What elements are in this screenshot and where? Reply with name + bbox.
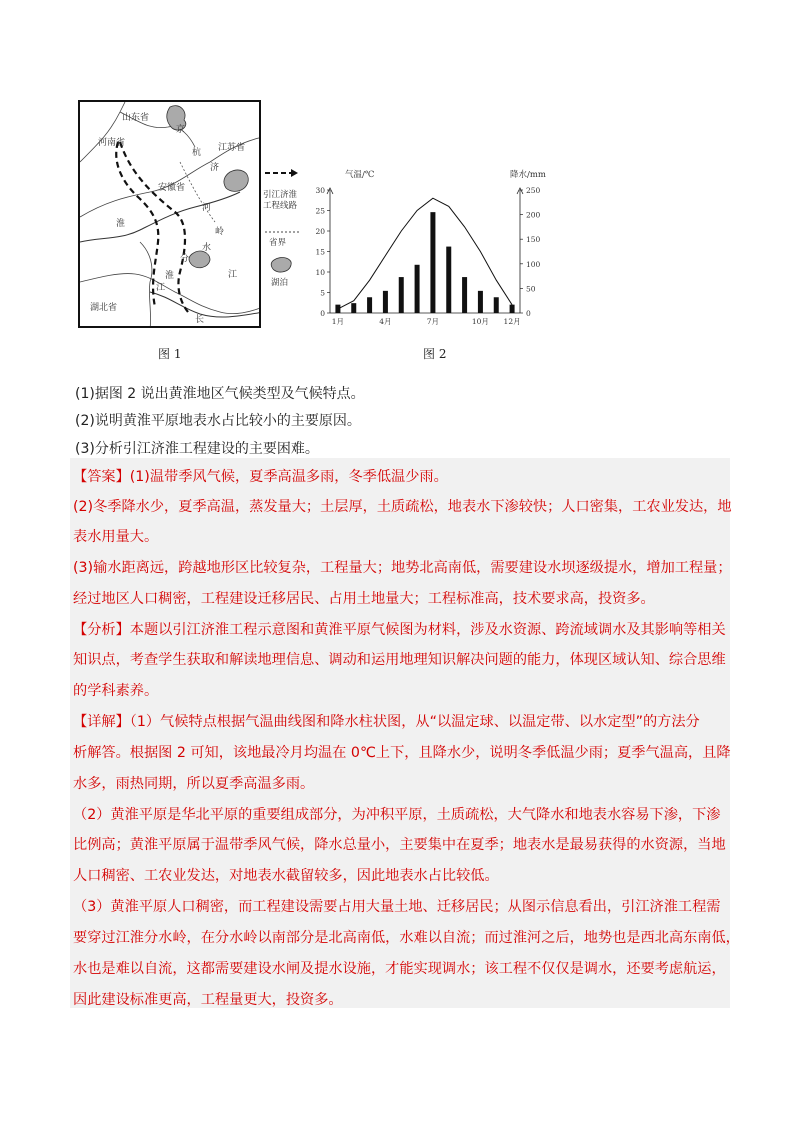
precipitation-bar	[510, 305, 515, 313]
question-2: (2)说明黄淮平原地表水占比较小的主要原因。	[75, 413, 361, 429]
map-label-jiangsu: 江苏省	[218, 143, 246, 153]
answer-line: 水也是难以自流，这都需要建设水闸及提水设施，才能实现调水；该工程不仅仅是调水，还要考虑航运，	[73, 961, 726, 977]
map-label-chang: 长	[195, 315, 205, 325]
map-label-hang: 杭	[192, 148, 202, 158]
y-tick-label-left: 5	[320, 288, 325, 298]
temperature-curve	[338, 198, 512, 309]
x-tick-label: 10月	[471, 317, 489, 326]
question-1: (1)据图 2 说出黄淮地区气候类型及气候特点。	[75, 386, 365, 402]
legend-lake-label: 湖泊	[271, 278, 289, 288]
y-tick-label-left: 30	[315, 186, 325, 195]
y-tick-label-right: 200	[526, 210, 541, 220]
answer-line: (2)冬季降水少，夏季高温，蒸发量大；土层厚，土质疏松，地表水下渗较快；人口密集，工农业发达，地	[73, 499, 732, 515]
map-label-henan: 河南省	[98, 138, 126, 148]
precipitation-bar	[399, 277, 404, 313]
map-label-fen: 分	[180, 254, 190, 264]
y-tick-label-right: 150	[526, 235, 541, 245]
answer-line: 析解答。根据图 2 可知，该地最冷月均温在 0℃上下，且降水少，说明冬季低温少雨；夏季气温高，且降	[73, 745, 731, 761]
legend-route-label: 引江济淮 工程线路	[263, 190, 298, 211]
answer-line: （2）黄淮平原是华北平原的重要组成部分，为冲积平原，土质疏松，大气降水和地表水容易下渗，下渗	[73, 807, 721, 823]
answer-line: 因此建设标准更高，工程量更大，投资多。	[73, 992, 343, 1008]
question-3: (3)分析引江济淮工程建设的主要困难。	[75, 441, 319, 457]
figure1-caption: 图 1	[158, 347, 182, 361]
answer-line: 比例高；黄淮平原属于温带季风气候，降水总量小，主要集中在夏季；地表水是最易获得的水资源，当地	[73, 837, 726, 853]
map-label-ling: 岭	[215, 227, 225, 237]
map-label-jing: 京	[176, 125, 186, 135]
answer-line: 【答案】(1)温带季风气候，夏季高温多雨，冬季低温少雨。	[73, 469, 448, 485]
y-tick-label-right: 100	[526, 259, 541, 269]
y-tick-label-left: 25	[315, 206, 325, 216]
y-tick-label-right: 0	[526, 309, 531, 318]
answer-line: 水多，雨热同期，所以夏季高温多雨。	[73, 776, 315, 792]
map-label-he: 河	[202, 203, 212, 213]
answer-line: （3）黄淮平原人口稠密，而工程建设需要占用大量土地、迁移居民；从图示信息看出，引江济淮工程需	[73, 899, 721, 915]
answer-line: 的学科素养。	[73, 683, 159, 699]
precipitation-bar	[430, 212, 435, 313]
answer-line: 表水用量大。	[73, 529, 159, 545]
precipitation-bar	[415, 265, 420, 313]
y-tick-label-right: 50	[526, 284, 536, 294]
x-tick-label: 12月	[503, 317, 521, 326]
y-tick-label-left: 0	[320, 309, 325, 318]
map-label-anhui: 安徽省	[158, 183, 186, 193]
answer-line: 经过地区人口稠密，工程建设迁移居民、占用土地量大；工程标准高，技术要求高，投资多。	[73, 591, 655, 607]
y-axis-right-label: 降水/mm	[510, 170, 546, 180]
precipitation-bar	[351, 303, 356, 313]
precipitation-bar	[494, 297, 499, 313]
answer-line: 【分析】本题以引江济淮工程示意图和黄淮平原气候图为材料，涉及水资源、跨流域调水及其影响等相关	[73, 622, 726, 638]
figure1-map	[78, 100, 261, 328]
precipitation-bar	[478, 291, 483, 313]
y-tick-label-left: 10	[315, 268, 325, 277]
chart-ticks	[315, 186, 540, 326]
lake-legend-icon	[269, 255, 299, 275]
map-label-ji: 济	[210, 163, 220, 173]
map-label-shandong: 山东省	[122, 113, 150, 123]
figure2-caption: 图 2	[423, 347, 447, 361]
precipitation-bar	[446, 247, 451, 313]
precipitation-bar	[462, 277, 467, 313]
y-axis-left-label: 气温/℃	[345, 170, 375, 180]
answer-line: (3)输水距离远，跨越地形区比较复杂，工程量大；地势北高南低，需要建设水坝逐级提水，增加工程量；	[73, 560, 732, 576]
route-legend-icon	[265, 168, 305, 178]
border-legend-icon	[265, 230, 305, 234]
map-label-huai2: 淮	[165, 271, 175, 281]
map-label-shui: 水	[202, 243, 212, 253]
map-label-jiang: 江	[228, 270, 238, 280]
precipitation-bar	[367, 297, 372, 313]
answer-line: 要穿过江淮分水岭，在分水岭以南部分是北高南低，水难以自流；而过淮河之后，地势也是西北高东南低，	[73, 930, 740, 946]
chart-axes	[327, 188, 523, 313]
map-label-hubei: 湖北省	[90, 303, 118, 313]
map-label-jiang2: 江	[156, 283, 166, 293]
climate-chart	[300, 165, 560, 330]
answer-line: 知识点，考查学生获取和解读地理信息、调动和运用地理知识解决问题的能力，体现区域认知、综合思维	[73, 652, 726, 668]
y-tick-label-left: 15	[315, 247, 325, 257]
x-tick-label: 4月	[379, 317, 392, 326]
legend-border-label: 省界	[269, 238, 287, 248]
y-tick-label-left: 20	[315, 227, 325, 236]
answer-line: 【详解】（1）气候特点根据气温曲线图和降水柱状图，从“以温定球、以温定带、以水定型”的方法分	[73, 714, 700, 730]
map-label-huai: 淮	[116, 219, 126, 229]
precipitation-bar	[383, 291, 388, 313]
x-tick-label: 7月	[426, 317, 440, 326]
chart-bars	[335, 212, 514, 313]
y-tick-label-right: 250	[526, 186, 541, 195]
answer-line: 人口稠密、工农业发达，对地表水截留较多，因此地表水占比较低。	[73, 868, 499, 884]
x-tick-label: 1月	[331, 317, 345, 326]
